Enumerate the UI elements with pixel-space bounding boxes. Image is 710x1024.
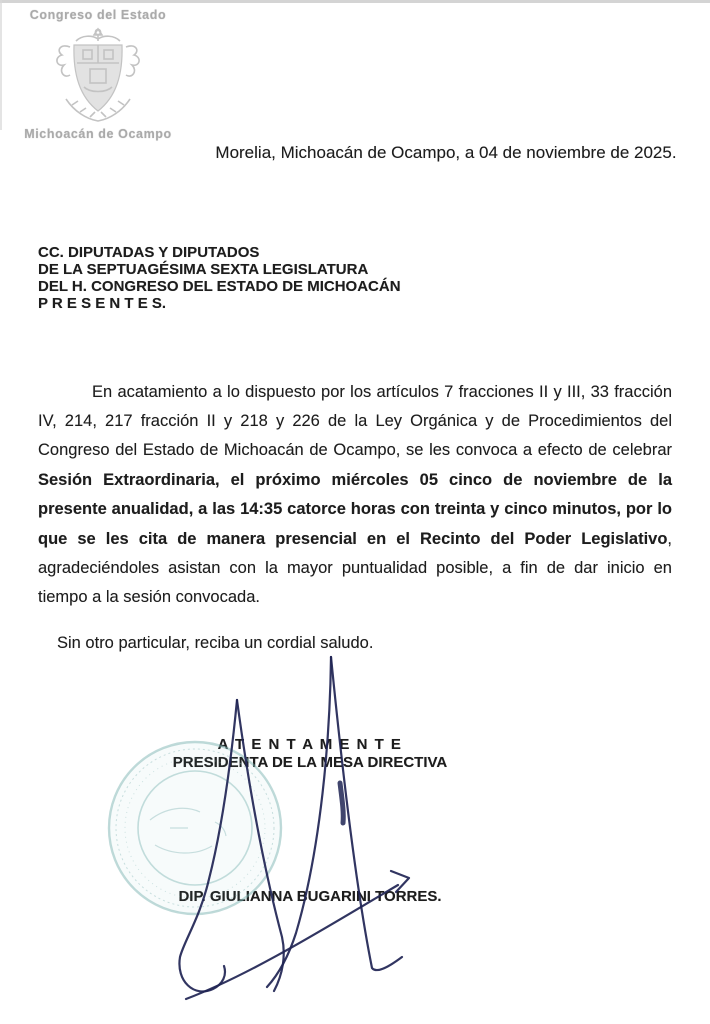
signer-title: PRESIDENTA DE LA MESA DIRECTIVA	[172, 754, 448, 771]
letterhead	[8, 8, 188, 141]
coat-of-arms-icon	[46, 25, 150, 125]
body-text-bold: Sesión Extraordinaria, el próximo miércoles 05 cinco de noviembre de la presente anualidad, a las 14:35 catorce horas con treinta y cinco minutos, por lo que se les cita de manera presencial en el Recinto del Poder Legislativo	[38, 470, 672, 548]
dateline: Morelia, Michoacán de Ocampo, a 04 de noviembre de 2025.	[215, 143, 677, 162]
salutation: A T E N T A M E N T E	[217, 736, 403, 753]
recipient-line: P R E S E N T E S.	[38, 294, 167, 312]
recipient-line: CC. DIPUTADAS Y DIPUTADOS	[38, 244, 260, 261]
recipient-block	[38, 245, 401, 313]
signature-icon	[179, 657, 409, 999]
body-text-normal-2: , agradeciéndoles asistan con la mayor puntualidad posible, a fin de dar inicio en tiempo a la sesión convocada.	[38, 529, 672, 607]
signer-name: DIP. GIULIANNA BUGARINI TORRES.	[178, 888, 442, 905]
signature-heading	[100, 736, 520, 772]
body-paragraph	[38, 378, 672, 613]
letterhead-org-line1: Congreso del Estado	[29, 8, 167, 22]
recipient-line: DE LA SEPTUAGÉSIMA SEXTA LEGISLATURA	[38, 260, 369, 278]
letterhead-org-line2: Michoacán de Ocampo	[24, 127, 172, 141]
scan-artifact-left	[0, 0, 2, 130]
recipient-line: DEL H. CONGRESO DEL ESTADO DE MICHOACÁN	[38, 277, 401, 295]
closing-line: Sin otro particular, reciba un cordial saludo.	[57, 634, 374, 652]
scan-artifact-top	[0, 0, 710, 3]
body-text-normal-1: En acatamiento a lo dispuesto por los artículos 7 fracciones II y III, 33 fracción IV, 214, 217 fracción II y 218 y 226 de la Ley Orgánica y de Procedimientos del Congreso del Estado de Michoacán de Ocampo, se les convoca a efecto de celebrar	[38, 382, 672, 460]
